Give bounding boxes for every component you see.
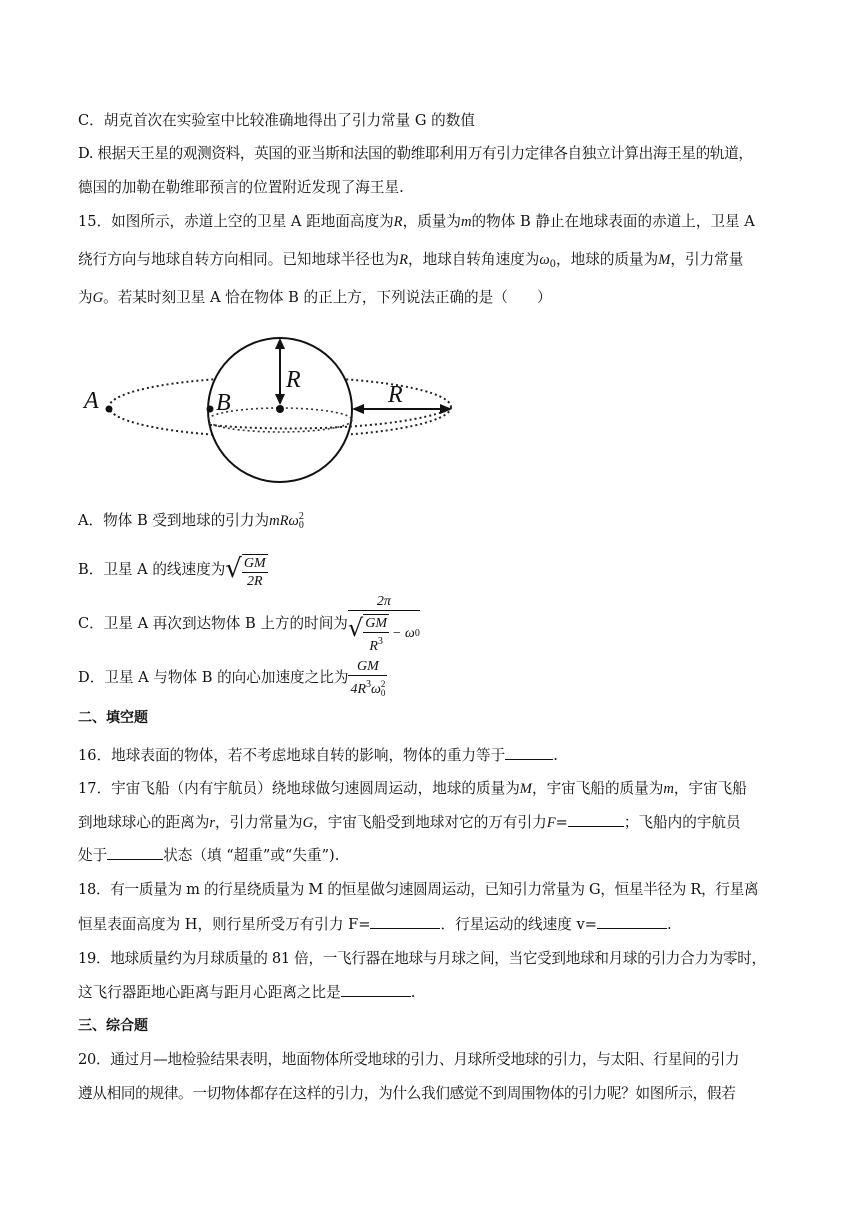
label-a: A <box>84 388 99 414</box>
q15-stem-line3: 为G。若某时刻卫星 A 恰在物体 B 的正上方，下列说法正确的是（ ） <box>78 289 552 306</box>
earth-center-dot <box>276 405 284 413</box>
q15-option-d: D．卫星 A 与物体 B 的向心加速度之比为 GM $4R^3\omega$ 2 0 <box>78 658 386 699</box>
satellite-a-dot <box>106 406 113 413</box>
label-r-radius: R <box>286 367 301 393</box>
q17-line3: 处于 状态（填 “超重”或“失重”). <box>78 847 340 864</box>
height-arrow-head-right <box>440 404 452 414</box>
q15-stem-line2: 绕行方向与地球自转方向相同。已知地球半径也为R，地球自转角速度为$\omega_0$，地球的质量为M，引力常量 <box>78 251 744 270</box>
q15-stem-line1: 15．如图所示，赤道上空的卫星 A 距地面高度为R，质量为m的物体 B 静止在地球表面的赤道上，卫星 A <box>78 213 755 230</box>
q20-line1: 20．通过月—地检验结果表明，地面物体所受地球的引力、月球所受地球的引力，与太阳、行星间的引力 <box>78 1051 740 1068</box>
q14-option-d-line1: D. 根据天王星的观测资料，英国的亚当斯和法国的勒维耶利用万有引力定律各自独立计算出海王星的轨道， <box>78 145 753 162</box>
section-title-comprehensive: 三、综合题 <box>78 1018 148 1034</box>
q18-line1: 18．有一质量为 m 的行星绕质量为 M 的恒星做匀速圆周运动，已知引力常量为 G，恒星半径为 R，行星离 <box>78 881 759 898</box>
section-title-fill-in: 二、填空题 <box>78 710 148 726</box>
q17-line2: 到地球球心的距离为r，引力常量为G，宇宙飞船受到地球对它的万有引力F= ；飞船内的宇航员 <box>78 814 741 831</box>
q15-option-a: A．物体 B 受到地球的引力为mRω 2 0 <box>78 511 304 531</box>
q17-line1: 17．宇宙飞船（内有宇航员）绕地球做匀速圆周运动，地球的质量为M，宇宙飞船的质量为m，宇宙飞船 <box>78 780 747 797</box>
object-b-dot <box>207 406 214 413</box>
q16: 16．地球表面的物体，若不考虑地球自转的影响，物体的重力等于 . <box>78 747 558 764</box>
q15-option-c: C．卫星 A 再次到达物体 B 上方的时间为 2π √ $\frac{GM}{R^3}$ − ω 0 <box>78 594 420 654</box>
q19-line2: 这飞行器距地心距离与距月心距离之比是 . <box>78 984 416 1001</box>
q18-line2: 恒星表面高度为 H，则行星所受万有引力 F= ．行星运动的线速度 v= . <box>78 916 672 933</box>
q14-option-c: C．胡克首次在实验室中比较准确地得出了引力常量 G 的数值 <box>78 112 475 129</box>
q19-line1: 19．地球质量约为月球质量的 81 倍，一飞行器在地球与月球之间，当它受到地球和月球的引力合力为零时， <box>78 950 766 967</box>
q14-option-d-line2: 德国的加勒在勒维耶预言的位置附近发现了海王星. <box>78 179 404 196</box>
height-arrow-head-left <box>352 404 364 414</box>
q15-figure <box>70 325 470 490</box>
q20-line2: 遵从相同的规律。一切物体都存在这样的引力，为什么我们感觉不到周围物体的引力呢？如图所示，假若 <box>78 1085 736 1102</box>
q15-option-b: B．卫星 A 的线速度为 √ $\frac{GM}{2R}$ <box>78 553 266 589</box>
label-b: B <box>216 390 231 416</box>
label-r-height: R <box>388 382 403 408</box>
